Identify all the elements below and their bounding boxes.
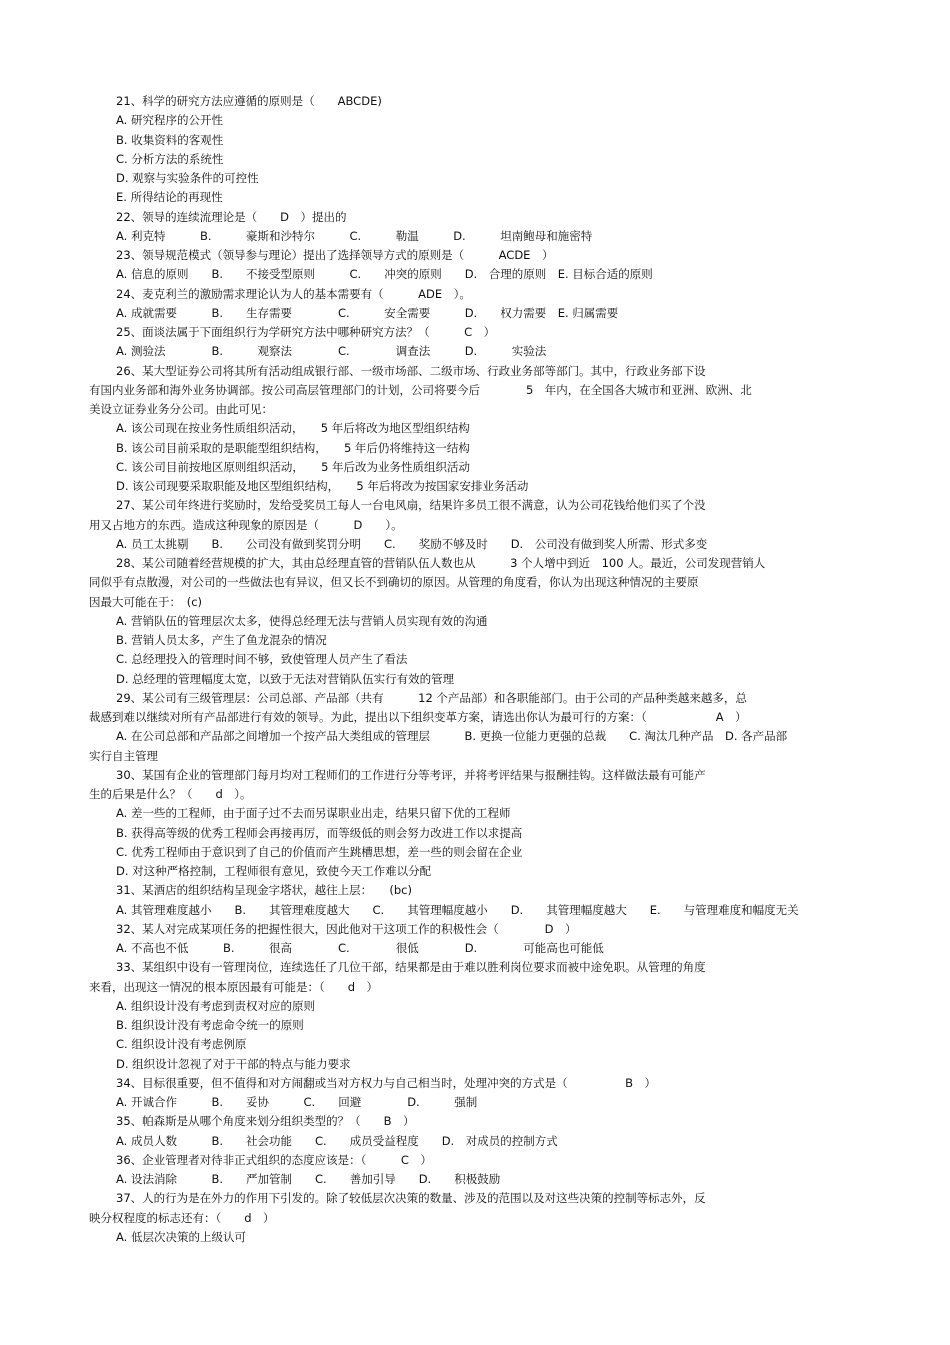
question-continuation: 美设立证券业务分公司。由此可见： (89, 402, 273, 416)
answer-options: A. 其管理难度越小 B. 其管理难度越大 C. 其管理幅度越小 D. 其管理幅度越大 E. 与管理难度和幅度无关 (116, 902, 799, 917)
answer-options: A. 信息的原则 B. 不接受型原则 C. 冲突的原则 D. 合理的原则 E. 目标合适的原则 (116, 267, 653, 282)
question-continuation: 有国内业务部和海外业务协调部。按公司高层管理部门的计划，公司将要今后 5 年内，在全国各大城市和亚洲、欧洲、北 (89, 382, 752, 397)
question-stem: 30、某国有企业的管理部门每月均对工程师们的工作进行分等考评，并将考评结果与报酬挂钩。这样做法最有可能产 (116, 767, 706, 782)
answer-options: B. 营销人员太多，产生了鱼龙混杂的情况 (116, 633, 327, 647)
answer-options: D. 对这种严格控制，工程师很有意见，致使今天工作难以分配 (116, 864, 432, 878)
answer-options: A. 差一些的工程师，由于面子过不去而另谋职业出走，结果只留下优的工程师 (116, 806, 511, 821)
answer-options: A. 员工太挑剔 B. 公司没有做到奖罚分明 C. 奖励不够及时 D. 公司没有做到奖人所需、形式多变 (116, 536, 708, 551)
answer-options: A. 研究程序的公开性 (116, 113, 223, 128)
question-stem: 27、某公司年终进行奖励时，发给受奖员工每人一台电风扇，结果许多员工很不满意，认为公司花钱给他们买了个没 (116, 498, 706, 513)
question-stem: 23、领导规范模式（领导参与理论）提出了选择领导方式的原则是（ ACDE ） (116, 248, 554, 262)
question-stem: 33、某组织中设有一管理岗位，连续选任了几位干部，结果都是由于难以胜利岗位要求而被中途免职。从管理的角度 (116, 960, 706, 975)
answer-options: A. 营销队伍的管理层次太多，使得总经理无法与营销人员实现有效的沟通 (116, 613, 488, 628)
question-continuation: 生的后果是什么？（ d ）。 (89, 787, 252, 801)
answer-options: A. 测验法 B. 观察法 C. 调查法 D. 实验法 (116, 344, 547, 359)
question-continuation: 裁感到难以继续对所有产品部进行有效的领导。为此，提出以下组织变革方案，请选出你认为最可行的方案：（ A ） (89, 710, 747, 724)
question-continuation: 因最大可能在于： (c) (89, 594, 203, 609)
answer-options: B. 组织设计没有考虑命令统一的原则 (116, 1018, 304, 1032)
answer-options: E. 所得结论的再现性 (116, 190, 223, 205)
question-continuation: 映分权程度的标志还有：（ d ） (89, 1210, 275, 1225)
answer-options: D. 观察与实验条件的可控性 (116, 171, 259, 185)
question-stem: 28、某公司随着经营规模的扩大，其由总经理直管的营销队伍人数也从 3 个人增中到近 100 人。最近，公司发现营销人 (116, 556, 766, 570)
question-stem: 24、麦克利兰的激励需求理论认为人的基本需要有（ ADE ）。 (116, 286, 471, 301)
question-stem: 35、帕森斯是从哪个角度来划分组织类型的？（ B ） (116, 1114, 415, 1129)
answer-options: A. 组织设计没有考虑到责权对应的原则 (116, 998, 315, 1013)
answer-options: A. 不高也不低 B. 很高 C. 很低 D. 可能高也可能低 (116, 941, 604, 955)
answer-options: C. 组织设计没有考虑例原 (116, 1037, 247, 1052)
question-stem: 22、领导的连续流理论是（ D ）提出的 (116, 209, 347, 224)
answer-options: C. 分析方法的系统性 (116, 151, 224, 166)
question-continuation: 实行自主管理 (89, 748, 158, 763)
question-stem: 36、企业管理者对待非正式组织的态度应该是：（ C ） (116, 1152, 432, 1167)
question-continuation: 用又占地方的东西。造成这种现象的原因是（ D ）。 (89, 517, 403, 532)
answer-options: B. 获得高等级的优秀工程师会再接再厉，而等级低的则会努力改进工作以求提高 (116, 825, 523, 840)
question-continuation: 来看，出现这一情况的根本原因最有可能是：（ d ） (89, 979, 379, 994)
question-stem: 29、某公司有三级管理层：公司总部、产品部（共有 12 个产品部）和各职能部门。由于公司的产品种类越来越多，总 (116, 690, 747, 705)
question-stem: 34、目标很重要，但不值得和对方闹翻或当对方权力与自己相当时，处理冲突的方式是（ B ） (116, 1075, 657, 1090)
answer-options: D. 总经理的管理幅度太宽，以致于无法对营销队伍实行有效的管理 (116, 671, 455, 686)
answer-options: B. 该公司目前采取的是职能型组织结构， 5 年后仍将维持这一结构 (116, 440, 470, 455)
question-stem: 25、面谈法属于下面组织行为学研究方法中哪种研究方法？（ C ） (116, 325, 496, 339)
answer-options: A. 该公司现在按业务性质组织活动， 5 年后将改为地区型组织结构 (116, 421, 470, 436)
answer-options: A. 成员人数 B. 社会功能 C. 成员受益程度 D. 对成员的控制方式 (116, 1133, 558, 1148)
question-continuation: 同似乎有点散漫，对公司的一些做法也有异议，但又长不到确切的原因。从管理的角度看，你认为出现这种情况的主要原 (89, 575, 699, 590)
question-stem: 26、某大型证券公司将其所有活动组成银行部、一级市场部、二级市场、行政业务部等部门。其中，行政业务部下设 (116, 363, 706, 378)
answer-options: D. 组织设计忽视了对于干部的特点与能力要求 (116, 1056, 351, 1071)
question-stem: 37、人的行为是在外力的作用下引发的。除了较低层次决策的数量、涉及的范围以及对这些决策的控制等标志外，反 (116, 1191, 706, 1206)
answer-options: A. 利克特 B. 豪斯和沙特尔 C. 勒温 D. 坦南鲍母和施密特 (116, 228, 593, 243)
answer-options: A. 低层次决策的上级认可 (116, 1229, 246, 1244)
answer-options: A. 成就需要 B. 生存需要 C. 安全需要 D. 权力需要 E. 归属需要 (116, 305, 619, 320)
answer-options: A. 在公司总部和产品部之间增加一个按产品大类组成的管理层 B. 更换一位能力更强的总裁 C. 淘汰几种产品 D. 各产品部 (116, 729, 788, 744)
answer-options: D. 该公司现要采取职能及地区型组织结构， 5 年后将改为按国家安排业务活动 (116, 479, 529, 493)
answer-options: A. 开诚合作 B. 妥协 C. 回避 D. 强制 (116, 1095, 478, 1109)
question-stem: 21、科学的研究方法应遵循的原则是（ ABCDE) (116, 94, 382, 108)
question-stem: 32、某人对完成某项任务的把握性很大，因此他对干这项工作的积极性会（ D ） (116, 921, 577, 936)
question-stem: 31、某酒店的组织结构呈现金字塔状，越往上层： (bc) (116, 883, 412, 898)
answer-options: C. 该公司目前按地区原则组织活动， 5 年后改为业务性质组织活动 (116, 459, 471, 474)
answer-options: A. 设法消除 B. 严加管制 C. 善加引导 D. 积极鼓励 (116, 1172, 501, 1186)
answer-options: C. 优秀工程师由于意识到了自己的价值而产生跳槽思想，差一些的则会留在企业 (116, 844, 523, 859)
answer-options: B. 收集资料的客观性 (116, 132, 224, 147)
question-list (89, 92, 869, 1247)
answer-options: C. 总经理投入的管理时间不够，致使管理人员产生了看法 (116, 652, 408, 667)
